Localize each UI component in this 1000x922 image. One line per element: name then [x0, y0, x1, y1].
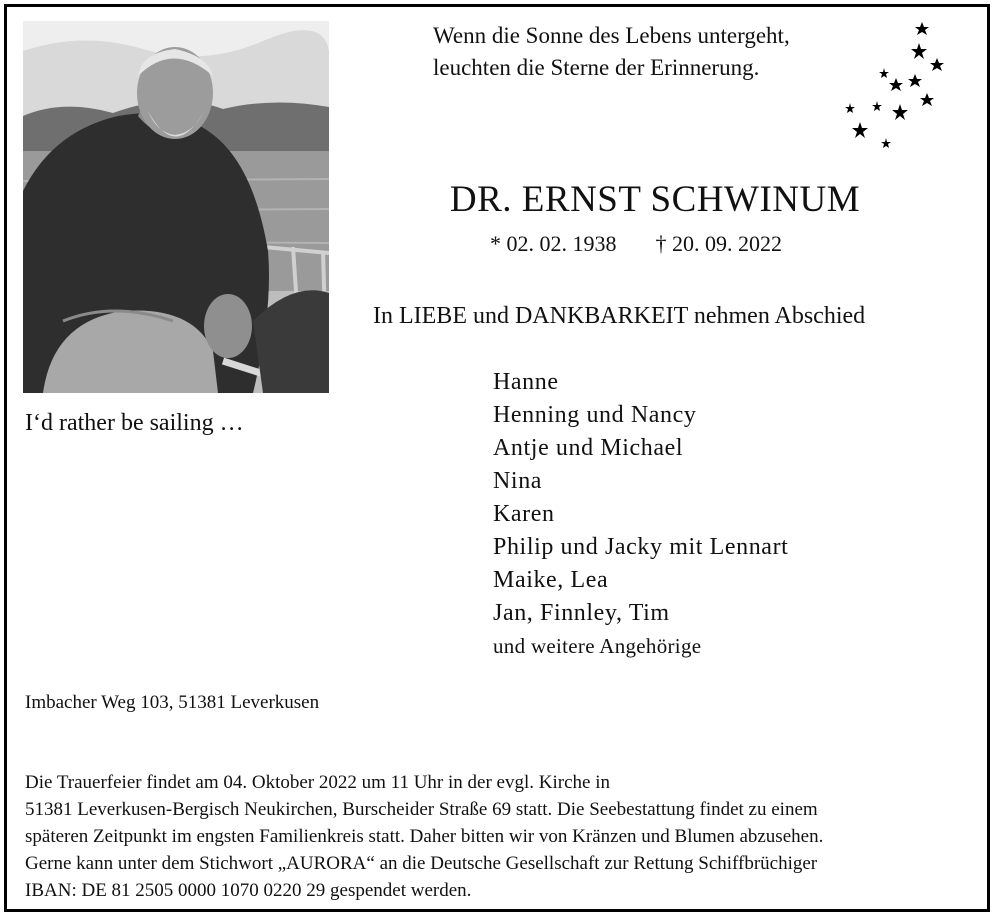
notice-line: 51381 Leverkusen-Bergisch Neukirchen, Burscheider Straße 69 statt. Die Seebestattung findet zu einem	[25, 799, 818, 820]
star-icon	[920, 93, 934, 106]
star-icon	[892, 104, 908, 120]
life-dates	[490, 231, 782, 257]
birth-date: 02. 02. 1938	[506, 231, 617, 256]
star-icon	[930, 58, 944, 71]
farewell-line: In LIEBE und DANKBARKEIT nehmen Abschied	[373, 303, 866, 329]
family-member: und weitere Angehörige	[493, 634, 702, 658]
star-icon	[908, 74, 922, 87]
family-member: Antje und Michael	[493, 435, 684, 461]
star-icon	[845, 103, 855, 113]
star-icon	[872, 101, 882, 111]
family-member: Maike, Lea	[493, 567, 609, 593]
death-date: 20. 09. 2022	[672, 231, 782, 256]
address: Imbacher Weg 103, 51381 Leverkusen	[25, 692, 320, 713]
stars-icon	[830, 18, 970, 158]
notice-line: Gerne kann unter dem Stichwort „AURORA“ an die Deutsche Gesellschaft zur Rettung Schiffbrüchiger	[25, 853, 818, 874]
family-member: Hanne	[493, 369, 559, 395]
family-member: Henning und Nancy	[493, 402, 697, 428]
motto-quote	[433, 20, 790, 84]
funeral-notice	[25, 769, 823, 904]
photo-caption: I‘d rather be sailing …	[25, 410, 244, 436]
family-list	[493, 366, 788, 663]
star-icon	[852, 122, 868, 138]
star-icon	[889, 78, 903, 91]
family-member: Nina	[493, 468, 543, 494]
star-icon	[915, 22, 929, 35]
motto-line-1: Wenn die Sonne des Lebens untergeht,	[433, 23, 790, 48]
family-member: Philip und Jacky mit Lennart	[493, 534, 789, 560]
star-icon	[879, 68, 889, 78]
notice-line: späteren Zeitpunkt im engsten Familienkreis statt. Daher bitten wir von Kränzen und Blumen abzusehen.	[25, 826, 824, 847]
family-member: Jan, Finnley, Tim	[493, 600, 670, 626]
motto-line-2: leuchten die Sterne der Erinnerung.	[433, 55, 760, 80]
star-icon	[911, 43, 927, 59]
death-symbol: †	[655, 231, 667, 256]
family-member: Karen	[493, 501, 555, 527]
notice-line: Die Trauerfeier findet am 04. Oktober 2022 um 11 Uhr in der evgl. Kirche in	[25, 772, 610, 793]
birth-symbol: *	[490, 231, 501, 256]
notice-line: IBAN: DE 81 2505 0000 1070 0220 29 gespendet werden.	[25, 880, 472, 901]
deceased-name: DR. ERNST SCHWINUM	[449, 179, 861, 220]
star-icon	[881, 138, 891, 148]
